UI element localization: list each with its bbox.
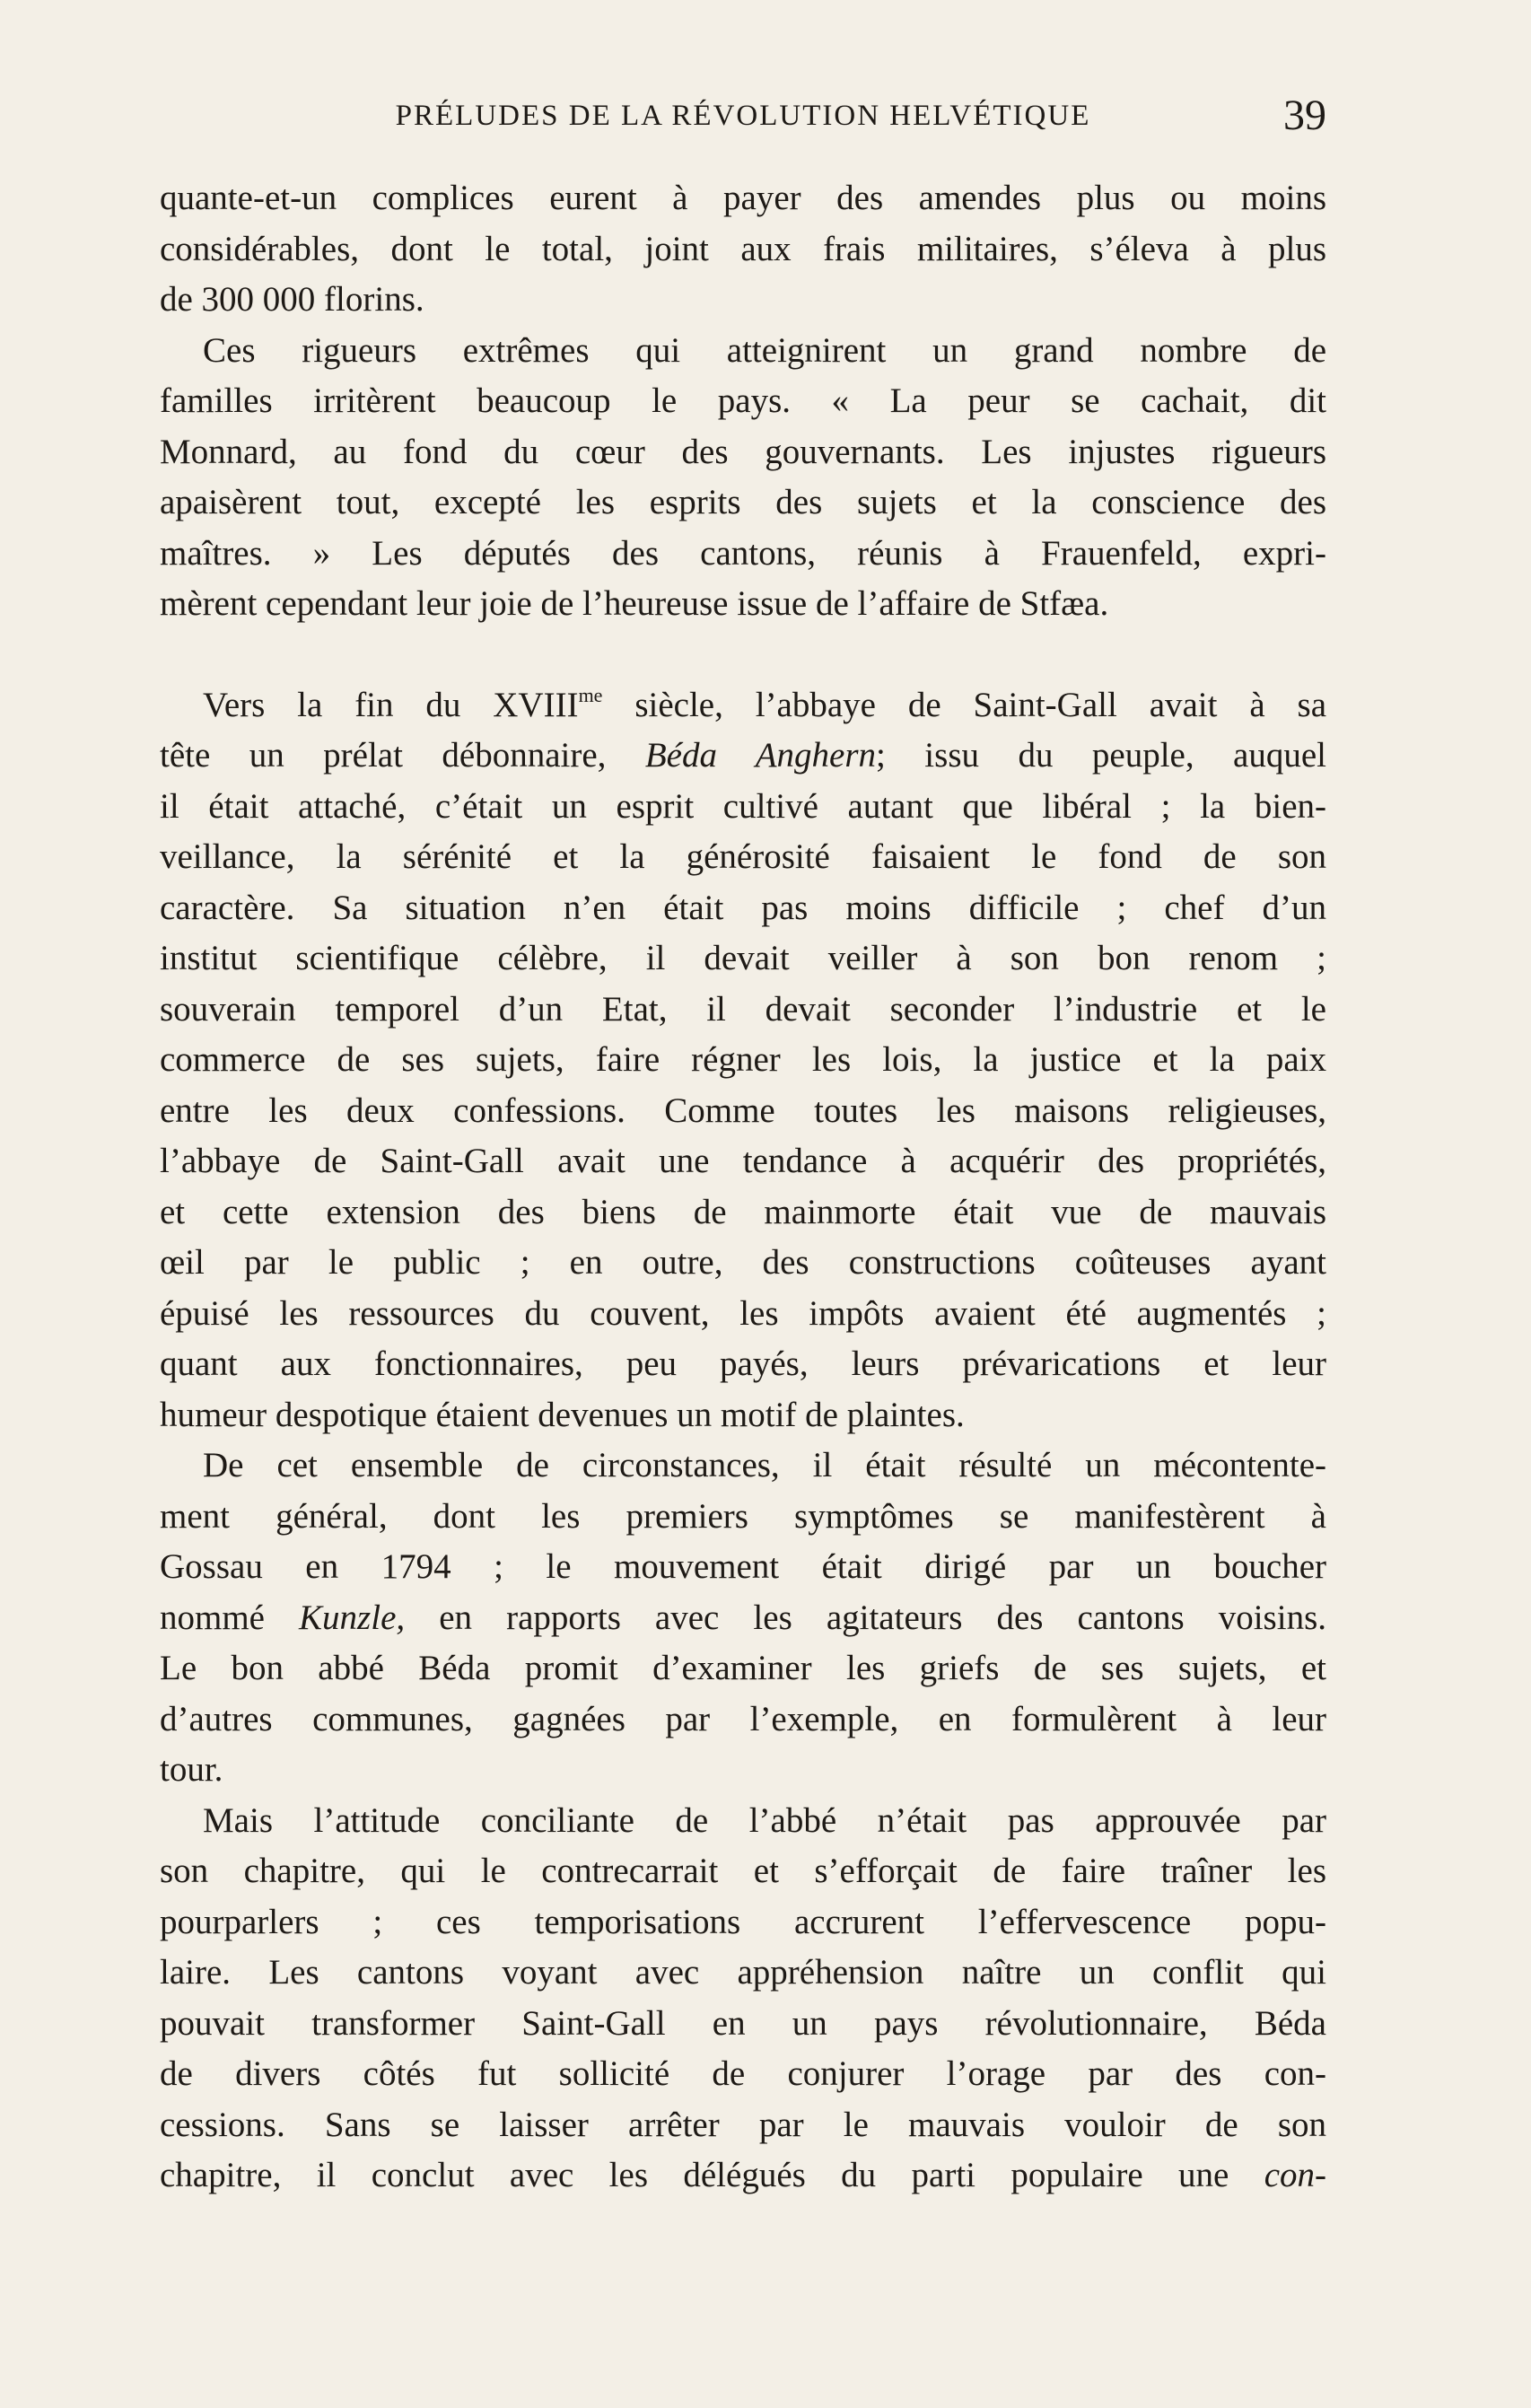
text-segment: siècle, l’abbaye de Saint-Gall avait à sa [602,685,1327,724]
text-line: maîtres. » Les députés des cantons, réunis à Frauenfeld, expri- [160,533,1326,573]
text-line: quant aux fonctionnaires, peu payés, leurs prévarications et leur [160,1344,1326,1383]
text-line: considérables, dont le total, joint aux frais militaires, s’éleva à plus [160,229,1326,268]
text-line: son chapitre, qui le contrecarrait et s’efforçait de faire traîner les [160,1852,1326,1890]
text-line: commerce de ses sujets, faire régner les lois, la justice et la paix [160,1040,1326,1079]
text-line: Monnard, au fond du cœur des gouvernants. Les injustes rigueurs [160,432,1326,471]
person-name: Kunzle, [299,1598,406,1637]
text-line: d’autres communes, gagnées par l’exemple, en formulèrent à leur [160,1699,1326,1738]
section-gap [160,630,1326,680]
paragraph-abbaye [160,680,1326,1441]
running-title: PRÉLUDES DE LA RÉVOLUTION HELVÉTIQUE [395,100,1091,132]
running-header [160,94,1326,148]
text-line: souverain temporel d’un Etat, il devait seconder l’industrie et le [160,989,1326,1029]
text-line: mèrent cependant leur joie de l’heureuse issue de l’affaire de Stfæa. [160,584,1109,623]
text-segment: chapitre, il conclut avec les délégués du parti populaire une [160,2156,1264,2194]
text-line: il était attaché, c’était un esprit cultivé autant que libéral ; la bien- [160,786,1326,826]
text-line: Mais l’attitude conciliante de l’abbé n’était pas approuvée par [203,1800,1326,1840]
text-line: De cet ensemble de circonstances, il était résulté un mécontente- [203,1446,1326,1484]
text-line [160,731,1326,782]
text-line: pourparlers ; ces temporisations accrurent l’effervescence popu- [160,1902,1326,1941]
text-line: œil par le public ; en outre, des constructions coûteuses ayant [160,1243,1326,1282]
text-segment: tête un prélat débonnaire, [160,736,645,775]
text-line: caractère. Sa situation n’en était pas moins difficile ; chef d’un [160,888,1326,927]
text-line: pouvait transformer Saint-Gall en un pays révolutionnaire, Béda [160,2003,1326,2043]
paragraph-chapitre [160,1796,1326,2202]
text-line: apaisèrent tout, excepté les esprits des sujets et la conscience des [160,483,1326,521]
text-line: l’abbaye de Saint-Gall avait une tendance à acquérir des propriétés, [160,1142,1326,1180]
text-segment: ; issu du peuple, auquel [876,736,1326,775]
text-line: et cette extension des biens de mainmorte était vue de mauvais [160,1192,1326,1231]
text-line: de 300 000 florins. [160,280,424,319]
text-line: Le bon abbé Béda promit d’examiner les griefs de ses sujets, et [160,1649,1326,1687]
text-line: laire. Les cantons voyant avec appréhension naître un conflit qui [160,1953,1326,1992]
page-number: 39 [1283,92,1326,139]
text-line: Gossau en 1794 ; le mouvement était dirigé par un boucher [160,1547,1326,1586]
body-text [160,173,1326,2202]
text-line: quante-et-un complices eurent à payer des amendes plus ou moins [160,179,1326,217]
text-line: de divers côtés fut sollicité de conjurer l’orage par des con- [160,2054,1326,2093]
paragraph-rigueurs [160,326,1326,630]
paragraph-fines [160,173,1326,326]
text-line: humeur despotique étaient devenues un motif de plaintes. [160,1395,965,1434]
text-line [160,1593,1326,1644]
text-line [160,2150,1326,2202]
text-line: cessions. Sans se laisser arrêter par le mauvais vouloir de son [160,2105,1326,2144]
text-line: ment général, dont les premiers symptômes se manifestèrent à [160,1496,1326,1536]
text-line: institut scientifique célèbre, il devait veiller à son bon renom ; [160,939,1326,977]
text-segment: nommé [160,1598,300,1637]
text-line [160,680,1326,731]
text-segment: Vers la fin du XVIII [203,685,579,724]
superscript: me [578,683,603,706]
text-line: entre les deux confessions. Comme toutes les maisons religieuses, [160,1090,1326,1130]
text-line: veillance, la sérénité et la générosité faisaient le fond de son [160,837,1326,876]
text-line: familles irritèrent beaucoup le pays. « La peur se cachait, dit [160,381,1326,420]
text-line: tour. [160,1750,223,1789]
paragraph-mecontentement [160,1440,1326,1796]
person-name: Béda Anghern [644,736,877,775]
text-line: Ces rigueurs extrêmes qui atteignirent un grand nombre de [203,330,1326,370]
italic-word: con- [1264,2156,1326,2194]
text-line: épuisé les ressources du couvent, les impôts avaient été augmentés ; [160,1293,1326,1333]
text-segment: en rapports avec les agitateurs des cantons voisins. [405,1598,1326,1637]
